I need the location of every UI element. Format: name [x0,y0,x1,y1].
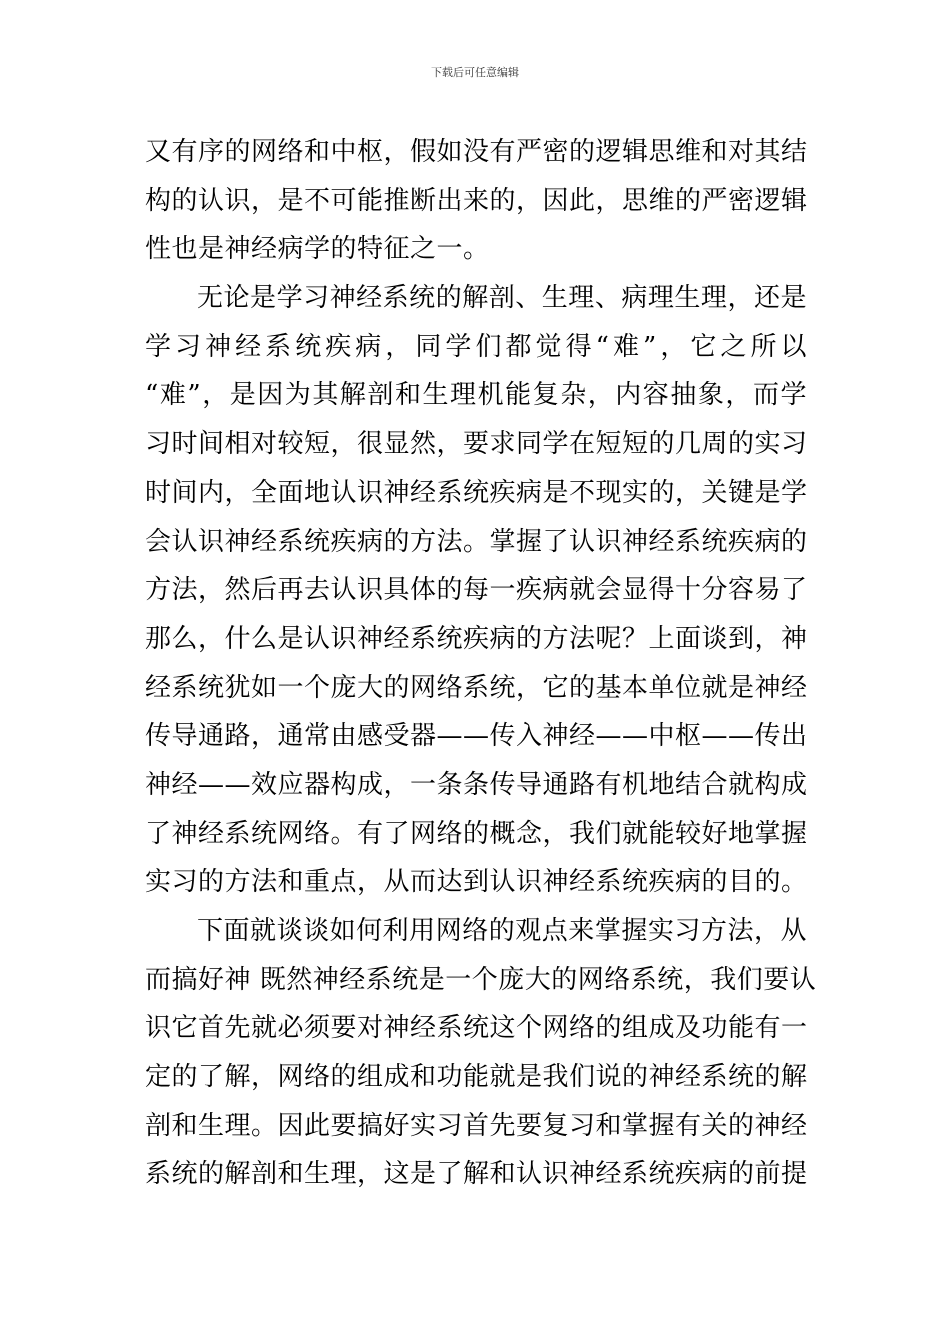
text-line: 那么，什么是认识神经系统疾病的方法呢？上面谈到，神 [145,623,808,654]
page-header-note: 下载后可任意编辑 [431,66,519,79]
text-line: 学习神经系统疾病，同学们都觉得“难”，它之所以 [145,331,807,362]
text-line: “难”，是因为其解剖和生理机能复杂，内容抽象，而学 [145,380,807,411]
text-line: 传导通路，通常由感受器——传入神经——中枢——传出 [145,721,808,752]
document-body [145,128,817,1199]
text-line: 经系统犹如一个庞大的网络系统，它的基本单位就是神经 [145,672,808,703]
text-line: 方法，然后再去认识具体的每一疾病就会显得十分容易了 [145,575,808,606]
text-line: 性也是神经病学的特征之一。 [145,234,490,265]
text-line: 系统的解剖和生理，这是了解和认识神经系统疾病的前提 [145,1159,808,1190]
text-line: 识它首先就必须要对神经系统这个网络的组成及功能有一 [145,1013,808,1044]
text-line: 神经——效应器构成，一条条传导通路有机地结合就构成 [145,769,808,800]
paragraph-start-line: 无论是学习神经系统的解剖、生理、病理生理，还是 [197,283,807,314]
text-line: 而搞好神 既然神经系统是一个庞大的网络系统，我们要认 [145,964,817,995]
text-line: 时间内，全面地认识神经系统疾病是不现实的，关键是学 [145,477,808,508]
text-line: 定的了解，网络的组成和功能就是我们说的神经系统的解 [145,1062,808,1093]
text-line: 实习的方法和重点，从而达到认识神经系统疾病的目的。 [145,867,808,898]
text-line: 构的认识，是不可能推断出来的，因此，思维的严密逻辑 [145,185,808,216]
text-line: 了神经系统网络。有了网络的概念，我们就能较好地掌握 [145,818,808,849]
text-line: 会认识神经系统疾病的方法。掌握了认识神经系统疾病的 [145,526,808,557]
text-line: 习时间相对较短，很显然，要求同学在短短的几周的实习 [145,429,808,460]
paragraph-start-line: 下面就谈谈如何利用网络的观点来掌握实习方法，从 [197,916,807,946]
text-line: 又有序的网络和中枢，假如没有严密的逻辑思维和对其结 [145,137,808,167]
text-line: 剖和生理。因此要搞好实习首先要复习和掌握有关的神经 [145,1110,808,1141]
